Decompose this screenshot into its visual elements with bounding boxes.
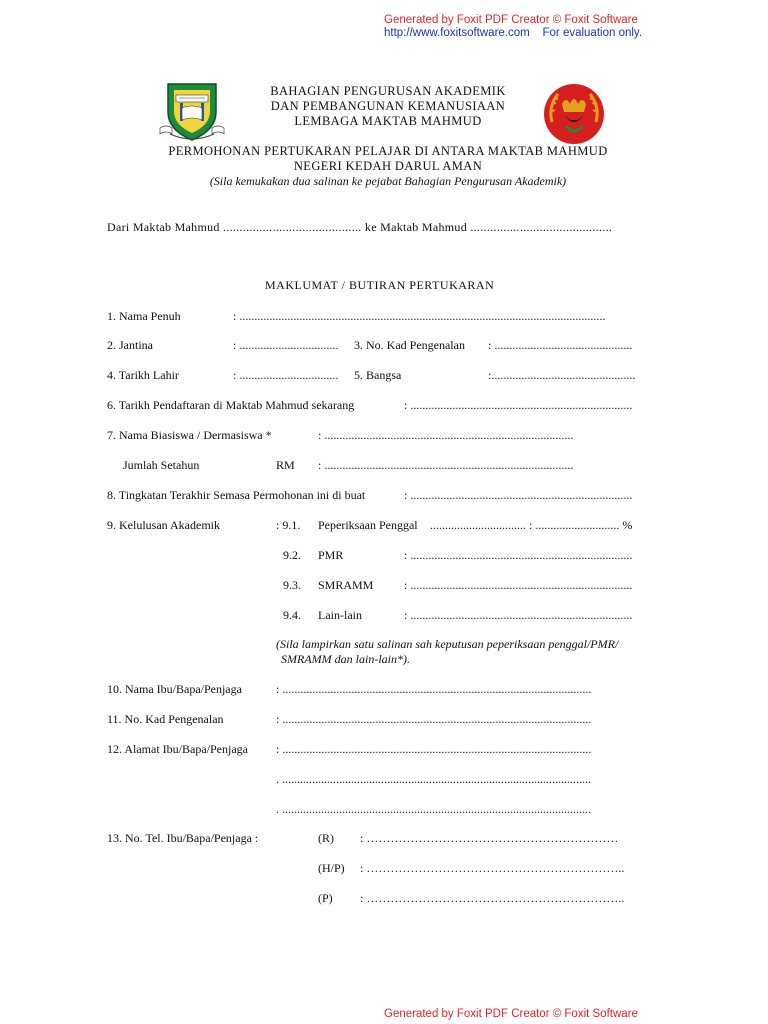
form-title-line-2: NEGERI KEDAH DARUL AMAN <box>293 159 483 173</box>
mobile-phone-field[interactable]: : ……………………………………………………….. <box>360 861 625 875</box>
attachment-note-line-2: SMRAMM dan lain-lain*). <box>281 652 410 666</box>
guardian-address-field-2[interactable]: . ....................................................................................................... <box>276 772 591 786</box>
field-9-1-label: Peperiksaan Penggal <box>318 518 418 532</box>
guardian-address-field[interactable]: : ....................................................................................................... <box>276 742 592 756</box>
home-phone-field[interactable]: : ……………………………………………………… <box>360 831 619 845</box>
guardian-address-field-3[interactable]: . ....................................................................................................... <box>276 802 591 816</box>
guardian-name-field[interactable]: : ....................................................................................................... <box>276 682 592 696</box>
form-title-line-1: PERMOHONAN PERTUKARAN PELAJAR DI ANTARA MAKTAB MAHMUD <box>168 144 608 158</box>
field-8-label: 8. Tingkatan Terakhir Semasa Permohonan ini di buat <box>107 488 366 502</box>
last-form-field[interactable]: : .......................................................................... <box>404 488 633 502</box>
field-4-label: 4. Tarikh Lahir <box>107 368 179 382</box>
office-phone-label: (P) <box>318 891 333 905</box>
pmr-field[interactable]: : .......................................................................... <box>404 548 633 562</box>
field-6-label: 6. Tarikh Pendaftaran di Maktab Mahmud sekarang <box>107 398 355 412</box>
field-13-label: 13. No. Tel. Ibu/Bapa/Penjaga : <box>107 831 259 845</box>
watermark-url-line <box>384 27 642 40</box>
annual-amount-label: Jumlah Setahun <box>123 458 200 472</box>
section-title: MAKLUMAT / BUTIRAN PERTUKARAN <box>265 278 495 292</box>
transfer-line: Dari Maktab Mahmud .......................................... ke Maktab Mahmud ........................................... <box>107 220 613 234</box>
office-phone-field[interactable]: : ……………………………………………………….. <box>360 891 625 905</box>
birth-date-field[interactable]: : ................................. <box>233 368 339 382</box>
term-exam-field[interactable]: ................................ : ............................ % <box>430 518 633 532</box>
field-9-4-label: Lain-lain <box>318 608 362 622</box>
field-10-label: 10. Nama Ibu/Bapa/Penjaga <box>107 682 242 696</box>
field-7-label: 7. Nama Biasiswa / Dermasiswa * <box>107 428 272 442</box>
scholarship-name-field[interactable]: : ................................................................................... <box>318 428 574 442</box>
watermark-url[interactable]: http://www.foxitsoftware.com <box>384 27 530 39</box>
watermark-eval: For evaluation only. <box>542 27 643 39</box>
field-1-label: 1. Nama Penuh <box>107 309 181 323</box>
submission-note: (Sila kemukakan dua salinan ke pejabat Bahagian Pengurusan Akademik) <box>209 174 567 188</box>
other-results-field[interactable]: : .......................................................................... <box>404 608 633 622</box>
registration-date-field[interactable]: : .......................................................................... <box>404 398 633 412</box>
watermark-line: Generated by Foxit PDF Creator © Foxit Software <box>384 14 638 26</box>
attachment-note-line-1: (Sila lampirkan satu salinan sah keputusan peperiksaan penggal/PMR/ <box>276 637 619 651</box>
full-name-field[interactable]: : .......................................................................................................................... <box>233 309 606 323</box>
mobile-phone-label: (H/P) <box>318 861 345 875</box>
field-9-3-label: SMRAMM <box>318 578 374 592</box>
race-field[interactable]: :................................................ <box>488 368 636 382</box>
field-9-4-number: 9.4. <box>283 608 301 622</box>
header-line-2: DAN PEMBANGUNAN KEMANUSIAAN <box>270 99 506 113</box>
field-11-label: 11. No. Kad Pengenalan <box>107 712 224 726</box>
header-line-1: BAHAGIAN PENGURUSAN AKADEMIK <box>270 84 506 98</box>
annual-amount-field[interactable]: : ................................................................................... <box>318 458 574 472</box>
field-9-2-number: 9.2. <box>283 548 301 562</box>
smramm-field[interactable]: : .......................................................................... <box>404 578 633 592</box>
field-3-label: 3. No. Kad Pengenalan <box>354 338 465 352</box>
header-line-3: LEMBAGA MAKTAB MAHMUD <box>294 114 482 128</box>
field-9-2-label: PMR <box>318 548 344 562</box>
watermark-footer-line: Generated by Foxit PDF Creator © Foxit Software <box>384 1008 638 1020</box>
field-9-1-number: : 9.1. <box>276 518 301 532</box>
home-phone-label: (R) <box>318 831 334 845</box>
field-9-3-number: 9.3. <box>283 578 301 592</box>
gender-field[interactable]: : ................................. <box>233 338 339 352</box>
field-5-label: 5. Bangsa <box>354 368 402 382</box>
ic-number-field[interactable]: : .............................................. <box>488 338 633 352</box>
field-12-label: 12. Alamat Ibu/Bapa/Penjaga <box>107 742 248 756</box>
field-2-label: 2. Jantina <box>107 338 153 352</box>
guardian-ic-field[interactable]: : ....................................................................................................... <box>276 712 592 726</box>
field-9-label: 9. Kelulusan Akademik <box>107 518 220 532</box>
currency-label: RM <box>276 458 295 472</box>
